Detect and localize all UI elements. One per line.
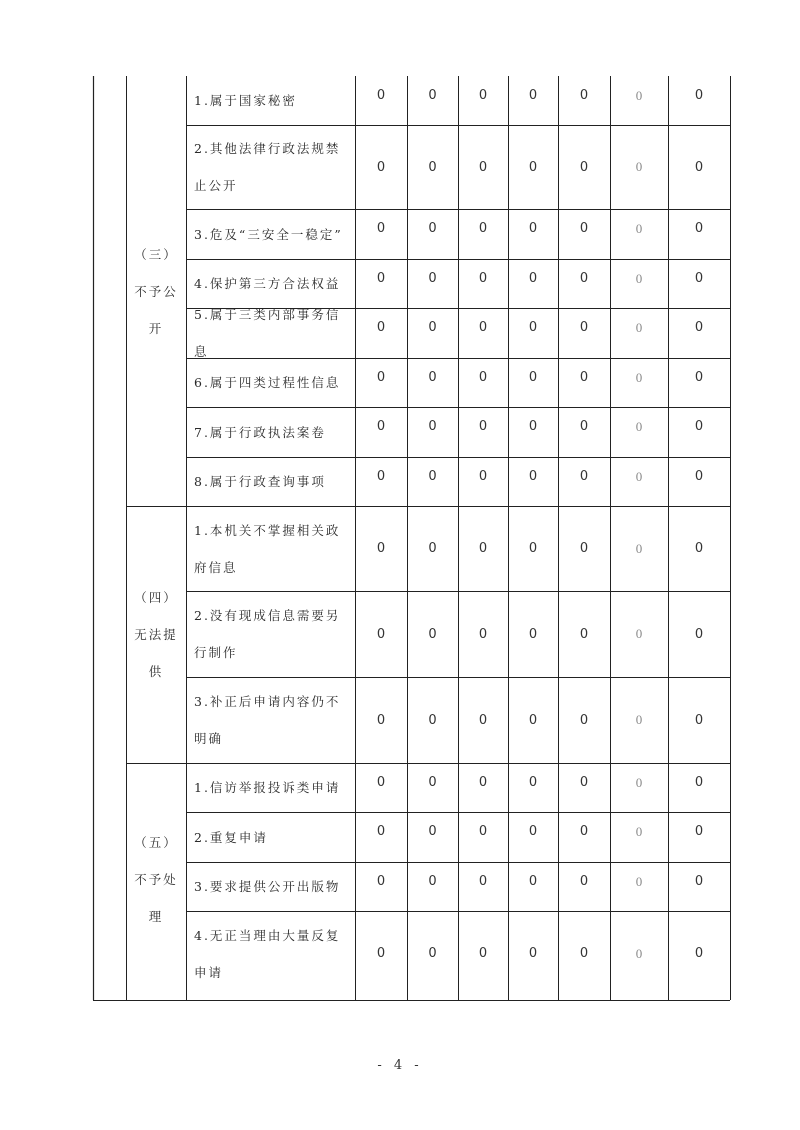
value-cell: 0: [528, 469, 538, 484]
value-cell: 0: [528, 320, 538, 335]
value-cell: 0: [376, 221, 386, 236]
value-cell: 0: [478, 221, 488, 236]
value-cell: 0: [579, 370, 589, 385]
value-cell: 0: [694, 370, 704, 385]
page-number: - 4 -: [377, 1058, 423, 1073]
value-cell: 0: [528, 946, 538, 961]
value-cell: 0: [528, 159, 538, 175]
row-label: 1.信访举报投诉类申请: [194, 780, 341, 795]
value-cell: 0: [428, 159, 437, 175]
value-cell: 0: [528, 874, 538, 889]
value-cell: 0: [528, 419, 538, 434]
value-cell: 0: [579, 88, 589, 103]
value-cell: 0: [579, 221, 589, 236]
value-cell: 0: [478, 370, 488, 385]
value-cell: 0: [376, 320, 386, 335]
value-cell: 0: [635, 540, 643, 556]
value-cell: 0: [694, 541, 704, 556]
value-cell: 0: [579, 469, 589, 484]
value-cell: 0: [635, 370, 643, 385]
value-cell: 0: [428, 712, 437, 728]
value-cell: 0: [694, 221, 704, 236]
value-cell: 0: [635, 320, 643, 335]
value-cell: 0: [635, 874, 643, 889]
row-label: 4.无正当理由大量反复申请: [194, 927, 341, 980]
value-cell: 0: [428, 946, 437, 961]
row-label: 3.要求提供公开出版物: [194, 879, 341, 894]
value-cell: 0: [694, 824, 704, 839]
value-cell: 0: [478, 541, 488, 556]
value-cell: 0: [579, 874, 589, 889]
value-cell: 0: [579, 419, 589, 434]
value-cell: 0: [478, 159, 488, 175]
value-cell: 0: [376, 775, 386, 790]
value-cell: 0: [528, 271, 538, 286]
value-cell: 0: [694, 775, 704, 790]
value-cell: 0: [478, 712, 488, 728]
value-cell: 0: [478, 626, 488, 642]
value-cell: 0: [528, 824, 538, 839]
value-cell: 0: [694, 88, 704, 103]
value-cell: 0: [528, 626, 538, 642]
value-cell: 0: [694, 159, 704, 175]
value-cell: 0: [428, 626, 437, 642]
value-cell: 0: [428, 88, 437, 103]
row-label: 4.保护第三方合法权益: [194, 276, 341, 291]
row-label: 3.危及“三安全一稳定”: [194, 226, 343, 242]
value-cell: 0: [428, 419, 437, 434]
row-label: 7.属于行政执法案卷: [194, 424, 326, 440]
value-cell: 0: [579, 541, 589, 556]
value-cell: 0: [428, 221, 437, 236]
value-cell: 0: [428, 874, 437, 889]
row-label: 5.属于三类内部事务信息: [194, 307, 341, 359]
value-cell: 0: [428, 320, 437, 335]
row-label: 8.属于行政查询事项: [194, 474, 326, 489]
value-cell: 0: [376, 541, 386, 556]
group-label: （四）无法提供: [134, 590, 178, 679]
group-label: （三）不予公开: [134, 246, 178, 336]
value-cell: 0: [478, 824, 488, 839]
value-cell: 0: [694, 419, 704, 434]
value-cell: 0: [635, 945, 643, 961]
value-cell: 0: [635, 626, 643, 641]
row-label: 6.属于四类过程性信息: [194, 375, 341, 390]
value-cell: 0: [635, 221, 643, 236]
value-cell: 0: [376, 370, 386, 385]
value-cell: 0: [635, 824, 643, 839]
value-cell: 0: [694, 271, 704, 286]
row-label: 1.本机关不掌握相关政府信息: [194, 522, 341, 575]
value-cell: 0: [579, 712, 589, 728]
value-cell: 0: [478, 775, 488, 790]
value-cell: 0: [428, 271, 437, 286]
value-cell: 0: [694, 469, 704, 484]
value-cell: 0: [478, 874, 488, 889]
value-cell: 0: [694, 626, 704, 642]
value-cell: 0: [635, 419, 643, 434]
value-cell: 0: [376, 874, 386, 889]
value-cell: 0: [376, 712, 386, 728]
row-label: 2.其他法律行政法规禁止公开: [194, 141, 341, 193]
value-cell: 0: [528, 775, 538, 790]
value-cell: 0: [478, 946, 488, 961]
value-cell: 0: [528, 712, 538, 728]
value-cell: 0: [478, 469, 488, 484]
value-cell: 0: [528, 541, 538, 556]
value-cell: 0: [428, 775, 437, 790]
value-cell: 0: [376, 469, 386, 484]
value-cell: 0: [428, 370, 437, 385]
value-cell: 0: [579, 159, 589, 175]
row-label: 1.属于国家秘密: [194, 93, 297, 108]
row-label: 2.重复申请: [194, 829, 268, 845]
value-cell: 0: [376, 946, 386, 961]
value-cell: 0: [635, 469, 643, 484]
value-cell: 0: [694, 946, 704, 961]
value-cell: 0: [376, 824, 386, 839]
value-cell: 0: [478, 88, 488, 103]
value-cell: 0: [635, 271, 643, 286]
value-cell: 0: [428, 541, 437, 556]
value-cell: 0: [579, 824, 589, 839]
row-label: 2.没有现成信息需要另行制作: [194, 608, 341, 660]
value-cell: 0: [478, 419, 488, 434]
value-cell: 0: [635, 775, 643, 790]
value-cell: 0: [694, 874, 704, 889]
value-cell: 0: [428, 824, 437, 839]
value-cell: 0: [579, 626, 589, 642]
value-cell: 0: [376, 626, 386, 642]
group-label: （五）不予处理: [134, 835, 178, 924]
value-cell: 0: [376, 419, 386, 434]
value-cell: 0: [694, 712, 704, 728]
value-cell: 0: [478, 271, 488, 286]
value-cell: 0: [694, 320, 704, 335]
row-label: 3.补正后申请内容仍不明确: [194, 694, 341, 746]
value-cell: 0: [579, 320, 589, 335]
value-cell: 0: [528, 370, 538, 385]
value-cell: 0: [579, 775, 589, 790]
value-cell: 0: [428, 469, 437, 484]
value-cell: 0: [635, 712, 643, 727]
value-cell: 0: [635, 88, 643, 103]
value-cell: 0: [579, 946, 589, 961]
value-cell: 0: [528, 88, 538, 103]
value-cell: 0: [635, 159, 643, 174]
value-cell: 0: [376, 159, 386, 175]
value-cell: 0: [579, 271, 589, 286]
value-cell: 0: [478, 320, 488, 335]
value-cell: 0: [376, 271, 386, 286]
value-cell: 0: [376, 88, 386, 103]
value-cell: 0: [528, 221, 538, 236]
